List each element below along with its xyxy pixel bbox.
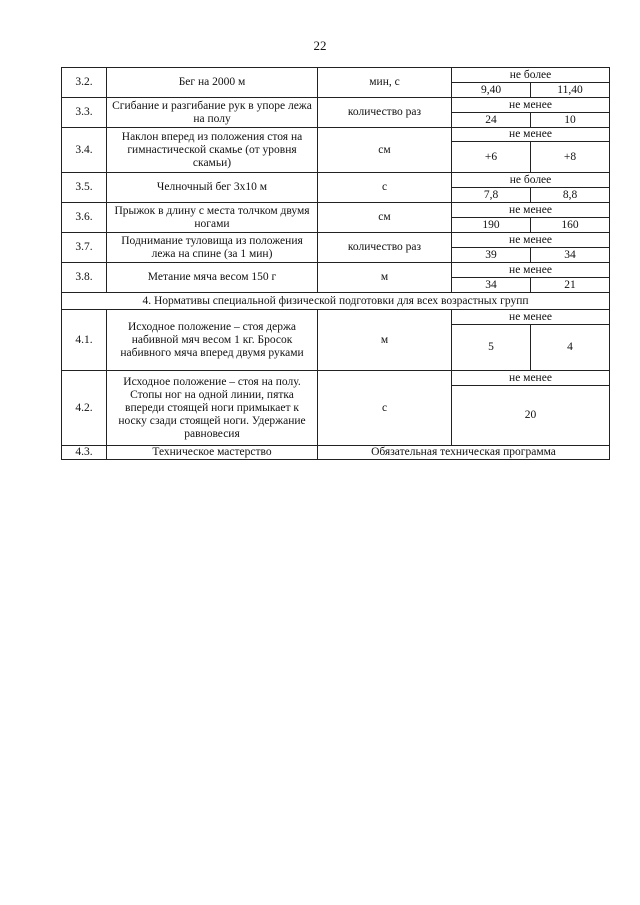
table-row bbox=[62, 263, 610, 278]
condition: не более bbox=[452, 68, 610, 83]
exercise-name: Челночный бег 3x10 м bbox=[107, 173, 318, 203]
unit: мин, с bbox=[318, 68, 452, 98]
value-cell: +6 bbox=[452, 142, 531, 173]
value-cell: 7,8 bbox=[452, 188, 531, 203]
unit: м bbox=[318, 263, 452, 293]
value-cell: 24 bbox=[452, 113, 531, 128]
value-cell: 5 bbox=[452, 325, 531, 371]
row-number: 4.2. bbox=[62, 371, 107, 446]
condition: не менее bbox=[452, 203, 610, 218]
condition: не менее bbox=[452, 263, 610, 278]
exercise-name: Поднимание туловища из положения лежа на спине (за 1 мин) bbox=[107, 233, 318, 263]
value-cell: 20 bbox=[452, 386, 610, 446]
exercise-name: Исходное положение – стоя на полу. Стопы ног на одной линии, пятка впереди стоящей ноги примыкает к носку сзади стоящей ноги. Удержание равновесия bbox=[107, 371, 318, 446]
unit: с bbox=[318, 173, 452, 203]
unit: количество раз bbox=[318, 98, 452, 128]
row-number: 3.2. bbox=[62, 68, 107, 98]
value-cell: 9,40 bbox=[452, 83, 531, 98]
unit: см bbox=[318, 203, 452, 233]
value-cell: 190 bbox=[452, 218, 531, 233]
row-number: 3.8. bbox=[62, 263, 107, 293]
value-cell: 160 bbox=[531, 218, 610, 233]
row-number: 3.4. bbox=[62, 128, 107, 173]
condition: не более bbox=[452, 173, 610, 188]
table-row bbox=[62, 310, 610, 325]
section-header-row bbox=[62, 293, 610, 310]
value-cell: 4 bbox=[531, 325, 610, 371]
exercise-name: Метание мяча весом 150 г bbox=[107, 263, 318, 293]
value-cell: 8,8 bbox=[531, 188, 610, 203]
row-number: 3.5. bbox=[62, 173, 107, 203]
condition: не менее bbox=[452, 98, 610, 113]
condition: не менее bbox=[452, 128, 610, 142]
unit: м bbox=[318, 310, 452, 371]
condition: не менее bbox=[452, 371, 610, 386]
value-cell: 11,40 bbox=[531, 83, 610, 98]
table-row bbox=[62, 128, 610, 142]
exercise-name: Бег на 2000 м bbox=[107, 68, 318, 98]
table-row bbox=[62, 173, 610, 188]
table-row bbox=[62, 446, 610, 460]
value-cell: +8 bbox=[531, 142, 610, 173]
table-row bbox=[62, 68, 610, 83]
norms-table bbox=[61, 67, 610, 460]
value-cell: 10 bbox=[531, 113, 610, 128]
unit: количество раз bbox=[318, 233, 452, 263]
condition: не менее bbox=[452, 310, 610, 325]
value-cell: 39 bbox=[452, 248, 531, 263]
exercise-name: Сгибание и разгибание рук в упоре лежа на полу bbox=[107, 98, 318, 128]
exercise-name: Исходное положение – стоя держа набивной мяч весом 1 кг. Бросок набивного мяча вперед двумя руками bbox=[107, 310, 318, 371]
value-cell: 34 bbox=[531, 248, 610, 263]
value-cell: 34 bbox=[452, 278, 531, 293]
table-row bbox=[62, 98, 610, 113]
row-number: 3.6. bbox=[62, 203, 107, 233]
table-row bbox=[62, 371, 610, 386]
row-number: 4.3. bbox=[62, 446, 107, 460]
program: Обязательная техническая программа bbox=[318, 446, 610, 460]
row-number: 4.1. bbox=[62, 310, 107, 371]
exercise-name: Техническое мастерство bbox=[107, 446, 318, 460]
exercise-name: Прыжок в длину с места толчком двумя ногами bbox=[107, 203, 318, 233]
table-row bbox=[62, 233, 610, 248]
page-number: 22 bbox=[313, 38, 327, 53]
section-title: 4. Нормативы специальной физической подготовки для всех возрастных групп bbox=[62, 293, 610, 310]
row-number: 3.3. bbox=[62, 98, 107, 128]
row-number: 3.7. bbox=[62, 233, 107, 263]
unit: с bbox=[318, 371, 452, 446]
unit: см bbox=[318, 128, 452, 173]
value-cell: 21 bbox=[531, 278, 610, 293]
exercise-name: Наклон вперед из положения стоя на гимнастической скамье (от уровня скамьи) bbox=[107, 128, 318, 173]
table-row bbox=[62, 203, 610, 218]
condition: не менее bbox=[452, 233, 610, 248]
